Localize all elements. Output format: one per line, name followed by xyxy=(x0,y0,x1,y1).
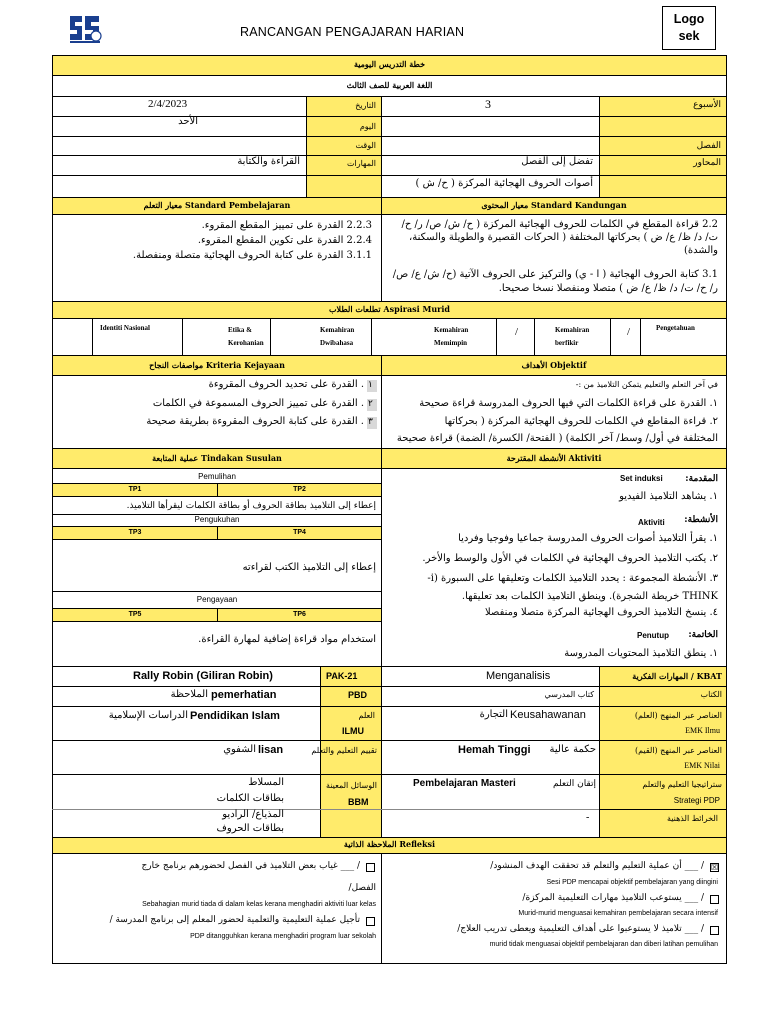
pbd-label: PBD xyxy=(348,690,368,700)
khatima-item: ١. ينطق التلاميذ المحتويات المدروسة xyxy=(564,648,718,659)
refleksi-left-1: / ___ غياب بعض التلاميذ في الفصل لحضورهم برنامج خارج xyxy=(141,861,360,871)
skills-label: المهارات xyxy=(346,159,376,168)
tp5-label: TP5 xyxy=(128,611,142,618)
objektif-intro: في آخر التعلم والتعليم يتمكن التلاميذ من :- xyxy=(575,380,718,389)
pendidikan-islam: Pendidikan Islam xyxy=(190,710,280,722)
refleksi-left-1-checkbox[interactable] xyxy=(366,863,375,872)
kriteria-header: Kriteria Kejayaan مواصفات النجاح xyxy=(149,360,285,370)
khatima-label: الخاتمة: xyxy=(688,630,718,640)
khara-it-label: الخرائط الذهنية xyxy=(666,814,718,823)
refleksi-left-1-ms: Sebahagian murid tiada di dalam kelas kerana menghadiri aktiviti luar kelas xyxy=(142,901,376,908)
anshita-label: الأنشطة: xyxy=(684,515,718,525)
date-label: التاريخ xyxy=(355,101,376,110)
learning-standard-1: 2.2.3 القدرة على تمييز المقطع المقروء. xyxy=(201,220,372,231)
kitab-madrasi: كتاب المدرسي xyxy=(544,690,594,699)
itqan-ar: إتقان التعلم xyxy=(552,779,596,789)
pemulihan-label: Pemulihan xyxy=(198,472,236,481)
aspirasi-berfikir-mark: / xyxy=(627,326,631,338)
objektif-item-1: ١. القدرة على قراءة الكلمات التي فيها الحروف المدروسة قراءة صحيحة xyxy=(419,398,718,409)
aspirasi-dwibahasa: Kemahiran Dwibahasa xyxy=(320,326,355,347)
objektif-item-3: المختلفة في أول/ وسط/ آخر الكلمة) ( الفتحة/ الكسرة/ الضمة) قراءة صحيحة xyxy=(396,433,718,444)
ilmu-ar: العلم xyxy=(358,711,375,720)
class-label: الفصل xyxy=(696,141,721,151)
theme-label: المحاور xyxy=(693,158,721,168)
aspirasi-header: Aspirasi Murid تطلعات الطلاب xyxy=(329,304,450,314)
kriteria-item-2: . القدرة على تمييز الحروف المسموعة في الكلمات xyxy=(152,398,364,409)
learning-standard-3: 3.1.1 القدرة على كتابة الحروف الهجائية متصلة ومنفصلة. xyxy=(132,250,372,261)
refleksi-right-3: / ___ تلاميذ لا يستوعبوا على أهداف التعليمية ويعطى تدريب العلاج/ xyxy=(457,924,704,934)
theme-value: تفضل إلى الفصل xyxy=(521,156,593,167)
emk-nilai: EMK Nilai xyxy=(684,761,720,770)
learning-standard-header: Standard Pembelajaran معيار التعلم xyxy=(143,200,291,210)
aktiviti-item-1: ١. يقرأ التلاميذ أصوات الحروف المدروسة جماعيا وفوجيا وفرديا xyxy=(458,533,718,544)
aktiviti-item-2: ٢. يكتب التلاميذ الحروف الهجائية في الكلمات في الأول والوسط والأخر. xyxy=(422,553,718,564)
topic-value: أصوات الحروف الهجائية المركزة ( ح/ ش ) xyxy=(415,178,593,189)
aktiviti-label: Aktiviti xyxy=(638,518,665,527)
refleksi-left-2: تأجيل عملية التعليمية والتعلمية لحضور المعلم إلى برنامج المدرسة / xyxy=(109,915,360,925)
aspirasi-identiti: Identiti Nasional xyxy=(100,324,150,332)
plan-subject: اللغة العربية للصف الثالث xyxy=(346,80,433,90)
bbm-item-1: المسلاط xyxy=(248,777,284,788)
kriteria-item-3: . القدرة على كتابة الحروف المقروءة بطريقة صحيحة xyxy=(146,416,364,427)
refleksi-right-1-ms: Sesi PDP mencapai objektif pembelajaran yang diingini xyxy=(546,879,718,886)
content-standard-1: 2.2 قراءة المقطع في الكلمات للحروف الهجائية المركزة ( ح/ ش/ ص/ ر/ ح/ ت/ د/ ظ/ ع/ ض ) بحركاتها المختلفة ( الحركات القصيرة والطويلة والسكنة، والشدة) xyxy=(401,219,718,256)
khara-it-value: - xyxy=(586,812,590,823)
checkbox-x-icon: ☒ xyxy=(711,863,719,872)
bbm-label: BBM xyxy=(348,797,369,807)
refleksi-right-3-checkbox[interactable] xyxy=(710,926,719,935)
aktiviti-item-5: ٤. ينسخ التلاميذ الحروف الهجائية المركزة متصلا ومنفصلا xyxy=(484,607,718,618)
pengayaan-text: استخدام مواد قراءة إضافية لمهارة القراءة. xyxy=(198,634,376,645)
muqaddimah-label: المقدمة: xyxy=(685,474,718,484)
bbm-item-4: بطاقات الحروف xyxy=(216,823,284,834)
document-title: RANCANGAN PENGAJARAN HARIAN xyxy=(240,25,465,39)
muqaddimah-item: ١. يشاهد التلاميذ الفيديو xyxy=(619,491,718,502)
refleksi-left-2-checkbox[interactable] xyxy=(366,917,375,926)
refleksi-right-2-checkbox[interactable] xyxy=(710,895,719,904)
hemah-tinggi: Hemah Tinggi xyxy=(458,744,531,756)
objektif-item-2: ٢. قراءة المقاطع في الكلمات للحروف الهجائية المركزة ( بحركاتها xyxy=(444,416,718,427)
tp4-label: TP4 xyxy=(293,529,306,536)
lisan-ar: الشفوي xyxy=(223,744,256,755)
pengukuhan-text: إعطاء إلى التلاميذ الكتب لقراءته xyxy=(242,562,376,573)
aspirasi-memimpin-mark: / xyxy=(515,326,519,338)
tp2-label: TP2 xyxy=(293,486,306,493)
tp3-label: TP3 xyxy=(128,529,142,536)
penutup-label: Penutup xyxy=(637,631,669,640)
tp6-label: TP6 xyxy=(293,611,306,618)
pemulihan-text: إعطاء إلى التلاميذ بطاقة الحروف أو بطاقة الكلمات ليقرأها التلاميذ. xyxy=(126,501,376,511)
school-logo xyxy=(66,12,104,44)
aktiviti-item-4: THINK خريطة الشجرة). وينطق التلاميذ الكلمات بعد تعليقها. xyxy=(461,591,718,602)
refleksi-header: Refleksi الملاحظة الذاتية xyxy=(343,839,436,849)
kriteria-num-2: ٢ xyxy=(368,399,373,409)
hikma-ar: حكمة عالية xyxy=(549,744,596,755)
wasail-label: الوسائل المعينة xyxy=(325,781,377,790)
bbm-item-2: بطاقات الكلمات xyxy=(216,793,284,804)
tp1-label: TP1 xyxy=(128,486,142,493)
kriteria-num-1: ١ xyxy=(368,380,373,390)
set-induksi-label: Set induksi xyxy=(620,474,663,483)
objektif-header: Objektif الأهداف xyxy=(521,360,587,370)
kriteria-num-3: ٣ xyxy=(368,417,373,427)
week-label: الأسبوع xyxy=(693,100,721,110)
plan-title: خطة التدريس اليومية xyxy=(353,59,426,69)
date-value: 2/4/2023 xyxy=(148,98,188,110)
emk-ilmu-ar: العناصر عبر المنهج (العلم) xyxy=(634,711,722,720)
strategi-ar: ستراتيجيا التعليم والتعلم xyxy=(642,780,722,789)
pembelajaran-masteri: Pembelajaran Masteri xyxy=(413,778,516,789)
kbat-label: KBAT / المهارات الفكرية xyxy=(632,671,722,681)
refleksi-right-1: / ___ أن عملية التعليم والتعلم قد تحققت الهدف المنشود/ xyxy=(490,861,704,871)
refleksi-right-2: / ___ يستوعب التلاميذ مهارات التعليمية المركزة/ xyxy=(522,893,704,903)
kriteria-item-1: . القدرة على تحديد الحروف المقروءة xyxy=(208,379,364,390)
emk-ilmu: EMK Ilmu xyxy=(685,726,720,735)
content-standard-2: 3.1 كتابة الحروف الهجائية ( ا - ي) والتركيز على الحروف الآتية (ح/ ش/ ع/ ص/ ر/ ح/ ت/ د/ ظ/ ع/ ض ) متصلا ومنفصلا نسخا صحيحا. xyxy=(392,269,718,294)
emk-nilai-ar: العناصر عبر المنهج (القيم) xyxy=(634,746,722,755)
ilmu-label: ILMU xyxy=(342,726,364,736)
day-value: الأحد xyxy=(178,116,198,127)
keusahawanan: Keusahawanan xyxy=(510,709,586,721)
aspirasi-memimpin: Kemahiran Memimpin xyxy=(434,326,469,347)
week-value: 3 xyxy=(485,97,491,111)
refleksi-right-1-checkbox[interactable] xyxy=(710,863,719,872)
pemerhatian-ar: الملاحظة xyxy=(170,689,208,700)
time-label: الوقت xyxy=(355,141,376,150)
pengayaan-label: Pengayaan xyxy=(196,595,238,604)
aktiviti-item-3: ٣. الأنشطة المجموعة : يحدد التلاميذ الكلمات وتعليقها على السبورة (i- xyxy=(427,573,718,584)
tijara-ar: التجارة xyxy=(479,709,508,720)
bbm-item-3: المذياع/ الراديو xyxy=(222,809,284,820)
pengukuhan-label: Pengukuhan xyxy=(194,515,240,524)
skills-value: القراءة والكتابة xyxy=(237,156,300,167)
aspirasi-berfikir: Kemahiran berfikir xyxy=(555,326,590,347)
pemerhatian: pemerhatian xyxy=(211,689,277,701)
learning-standard-2: 2.2.4 القدرة على تكوين المقطع المقروء. xyxy=(197,235,372,246)
taqyim-label: تقييم التعليم والتعلم xyxy=(311,746,377,755)
content-standard-header: Standard Kandungan معيار المحتوى xyxy=(481,200,627,210)
refleksi-right-3-ms: murid tidak menguasai objektif pembelajaran dan diberi latihan pemulihan xyxy=(489,941,718,948)
aspirasi-pengetahuan: Pengetahuan xyxy=(656,324,695,332)
kitab-label: الكتاب xyxy=(700,690,722,699)
lisan: lisan xyxy=(258,744,284,756)
aktiviti-header: Aktiviti الأنشطة المقترحة xyxy=(506,453,602,463)
day-label: اليوم xyxy=(359,122,376,131)
menganalisis: Menganalisis xyxy=(486,670,551,682)
logo-placeholder-text: Logo sek xyxy=(673,12,705,43)
pendidikan-ar: الدراسات الإسلامية xyxy=(108,710,188,721)
refleksi-right-2-ms: Murid-murid menguasai kemahiran pembelajaran secara intensif xyxy=(518,910,718,917)
tindakan-header: Tindakan Susulan عملية المتابعة xyxy=(152,453,282,463)
school-logo-placeholder xyxy=(662,6,716,50)
strategi-pdp: Strategi PDP xyxy=(673,796,720,805)
refleksi-left-1b: الفصل/ xyxy=(348,883,376,893)
pak21-label: PAK-21 xyxy=(326,671,358,681)
aspirasi-etika: Etika & Kerohanian xyxy=(228,326,264,347)
refleksi-left-2-ms: PDP ditangguhkan kerana menghadiri program luar sekolah xyxy=(190,933,376,940)
rally-robin: Rally Robin (Giliran Robin) xyxy=(133,670,273,682)
